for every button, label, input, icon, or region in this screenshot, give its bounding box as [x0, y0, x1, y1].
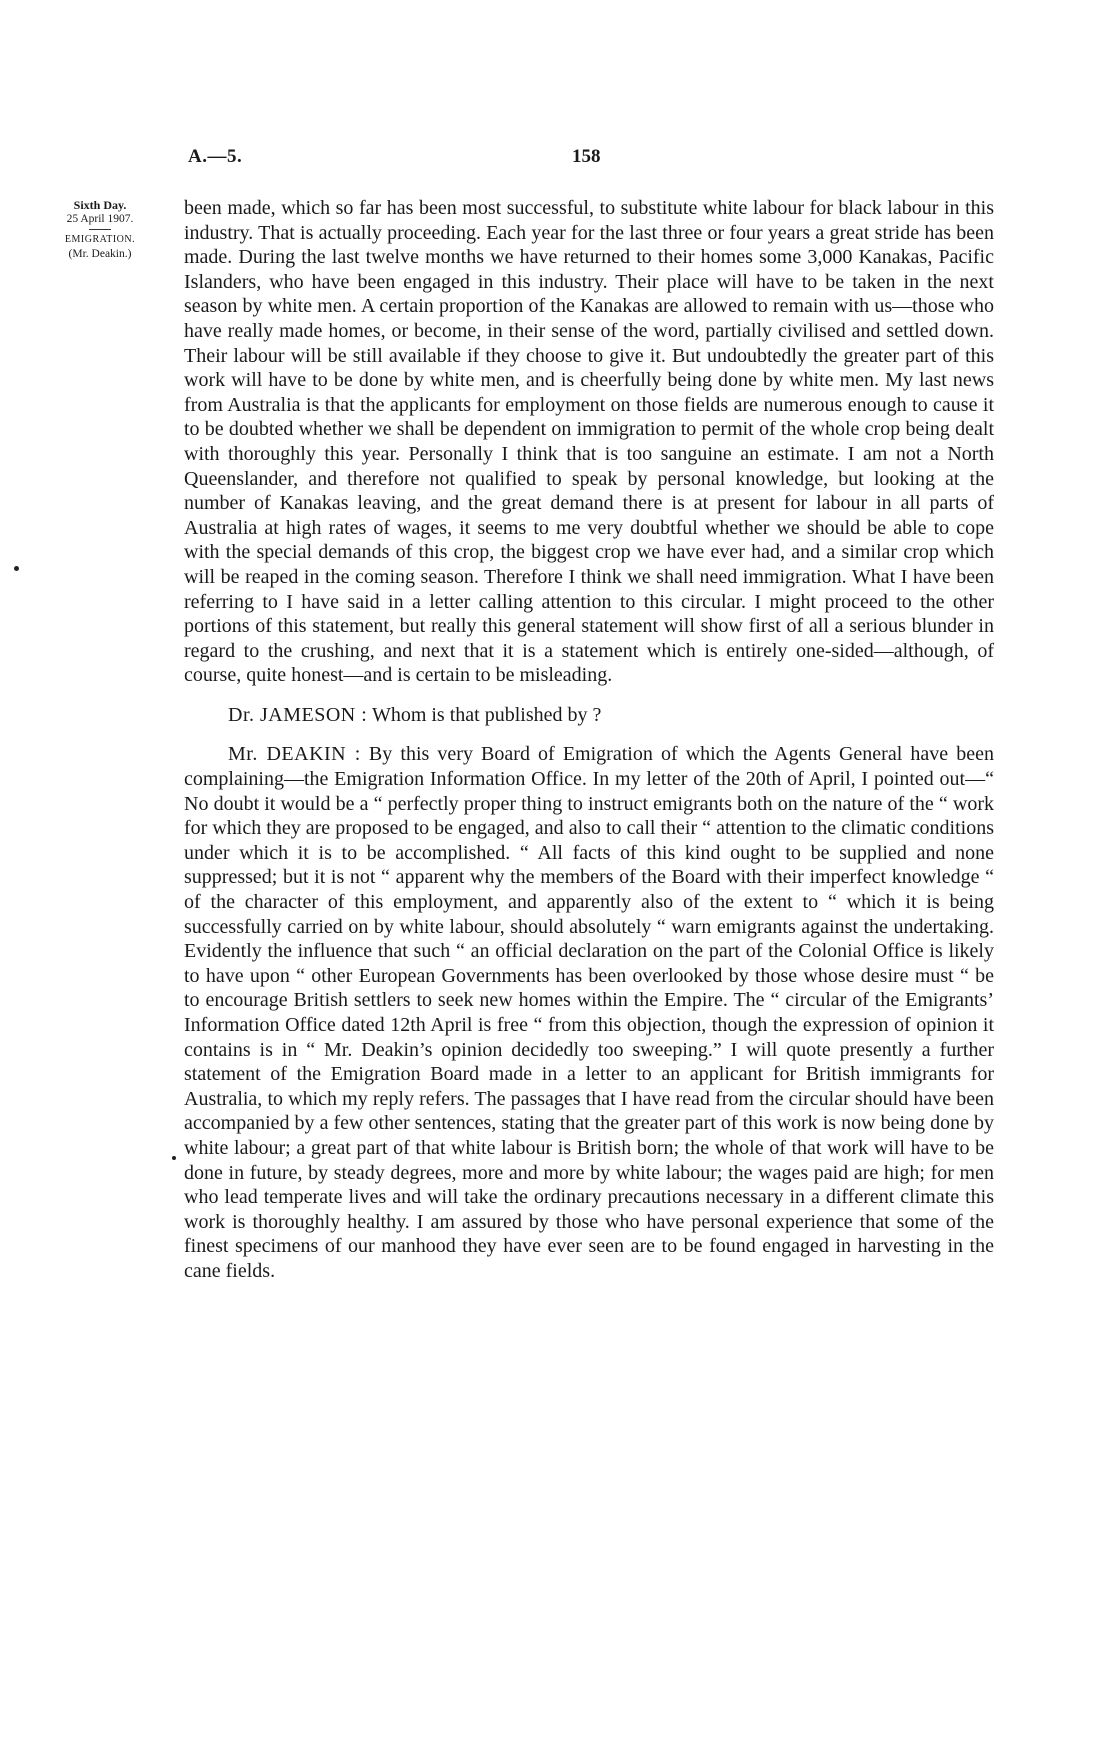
margin-day: Sixth Day. [73, 198, 127, 212]
speaker-name: Mr. DEAKIN : [228, 743, 361, 766]
page-number: 158 [572, 146, 601, 167]
paragraph-continuation [184, 196, 994, 688]
body-text [184, 196, 994, 1284]
margin-notes [30, 198, 170, 261]
margin-topic: EMIGRATION. [64, 234, 136, 245]
margin-divider [89, 229, 111, 230]
paragraph-text: been made, which so far has been most successful, to substitute white labour for black labour in this industry. That is actually proceeding. Each year for the last three or four years a great stride has been made. During the last twelve months we have returned to their homes some 3,000 Kanakas, Pacific Islanders, who have been engaged in this industry. Their place will have to be taken in the next season by white men. A certain proportion of the Kanakas are allowed to remain with us—those who have really made homes, or become, in their sense of the word, partially civilised and settled down. Their labour will be still available if they choose to give it. But undoubtedly the greater part of this work will have to be done by white men, and is cheerfully being done by white men. My last news from Australia is that the applicants for employment on those fields are numerous enough to cause it to be doubted whether we shall be dependent on immigration to permit of the whole crop being dealt with thoroughly this year. Personally I think that is too sanguine an estimate. I am not a North Queenslander, and therefore not qualified to speak by personal knowledge, but looking at the number of Kanakas leaving, and the great demand there is at present for labour in all parts of Australia at high rates of wages, it seems to me very doubtful whether we should be able to cope with the special demands of this crop, the biggest crop we have ever had, and a similar crop which will be reaped in the coming season. Therefore I think we shall need immigration. What I have been referring to I have said in a letter calling attention to this circular. I might proceed to the other portions of this statement, but really this general statement will show first of all a serious blunder in regard to the crushing, and next that it is a statement which is entirely one-sided—although, of course, quite honest—and is certain to be misleading. [184, 197, 994, 687]
paragraph-deakin [184, 742, 994, 1283]
margin-dot-mark [14, 566, 19, 571]
paper-reference: A.—5. [188, 146, 243, 167]
margin-dot-mark [172, 1156, 176, 1160]
margin-date: 25 April 1907. [66, 213, 134, 225]
paragraph-jameson [184, 703, 994, 728]
paragraph-text: Whom is that published by ? [371, 703, 602, 726]
margin-speaker: (Mr. Deakin.) [68, 248, 132, 260]
paragraph-text: By this very Board of Emigration of which the Agents General have been complaining—the Emigration Information Office. In my letter of the 20th of April, I pointed out—“ No doubt it would be a “ perfectly proper thing to instruct emigrants both on the nature of the “ work for which they are proposed to be engaged, and also to call their “ attention to the climatic conditions under which it is to be accomplished. “ All facts of this kind ought to be supplied and none suppressed; but it is not “ apparent why the members of the Board with their imperfect knowledge “ of the character of this employment, and apparently also of the extent to “ which it is being successfully carried on by white labour, should absolutely “ warn emigrants against the undertaking. Evidently the influence that such “ an official declaration on the part of the Colonial Office is likely to have upon “ other European Governments has been overlooked by those whose desire must “ be to encourage British settlers to seek new homes within the Empire. The “ circular of the Emigrants’ Information Office dated 12th April is free “ from this objection, though the expression of opinion it contains is in “ Mr. Deakin’s opinion decidedly too sweeping.” I will quote presently a further statement of the Emigration Board made in a letter to an applicant for British immigrants for Australia, to which my reply refers. The passages that I have read from the circular should have been accompanied by a few other sentences, stating that the greater part of this work is now being done by white labour; a great part of that white labour is British born; the whole of that work will have to be done in future, by steady degrees, more and more by white labour; the wages paid are high; for men who lead temperate lives and will take the ordinary precautions necessary in a different climate this work is thoroughly healthy. I am assured by those who have personal experience that some of the finest specimens of our manhood they have ever seen are to be found engaged in harvesting in the cane fields. [184, 743, 995, 1282]
speaker-name: Dr. JAMESON : [228, 703, 368, 726]
